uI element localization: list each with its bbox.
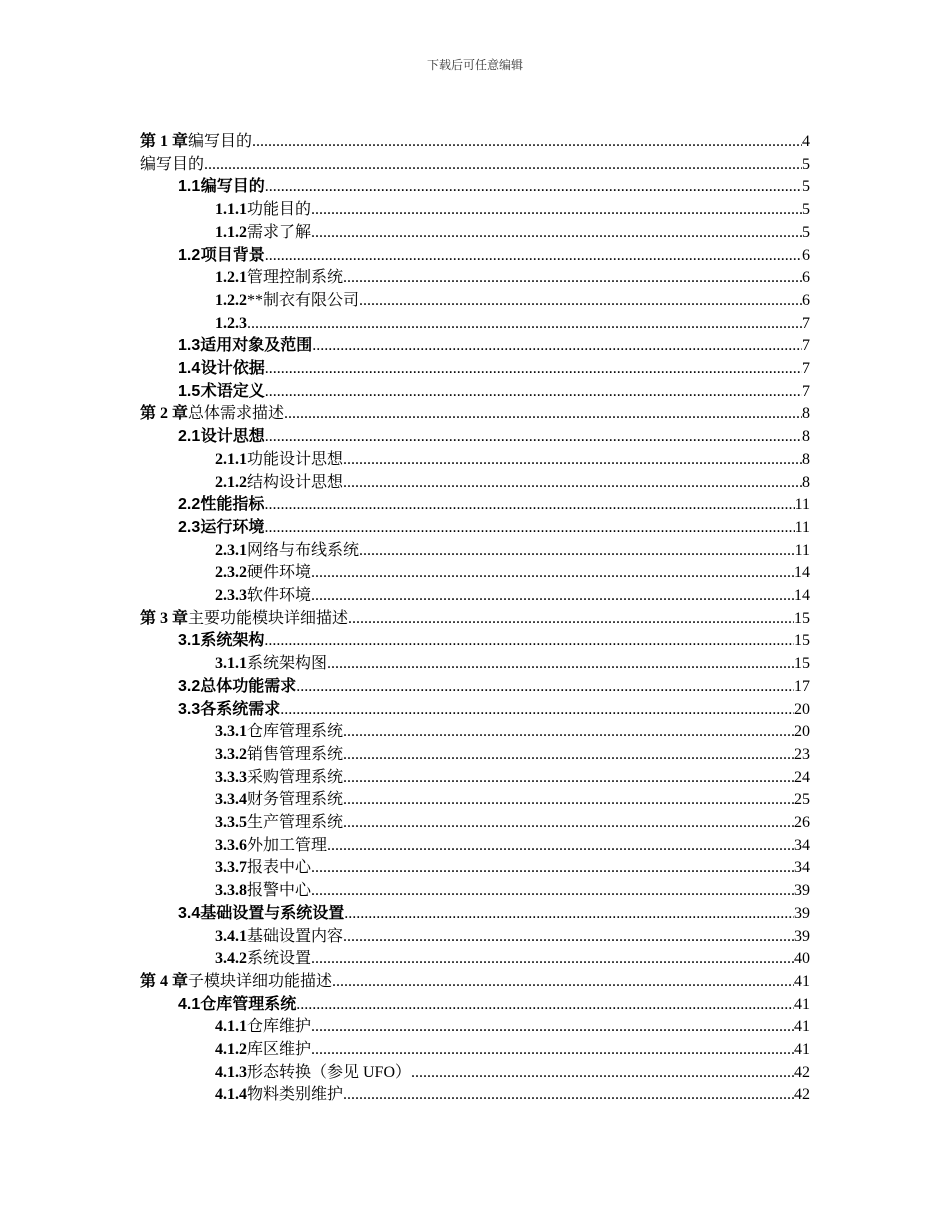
dot-leader xyxy=(343,744,794,767)
toc-entry-number: 4.1 xyxy=(178,995,201,1013)
dot-leader xyxy=(332,971,794,994)
dot-leader xyxy=(265,176,802,199)
dot-leader xyxy=(343,926,794,949)
toc-entry-title: 硬件环境 xyxy=(247,564,312,582)
dot-leader xyxy=(296,994,794,1017)
dot-leader xyxy=(311,1016,794,1039)
page-header: 下载后可任意编辑 xyxy=(426,58,523,72)
toc-entry-page-number: 7 xyxy=(802,337,810,355)
toc-entry-page-number: 41 xyxy=(794,1018,810,1036)
toc-entry-title: 网络与布线系统 xyxy=(247,541,360,559)
toc-entry-title: 主要功能模块详细描述 xyxy=(188,609,349,627)
toc-entry[interactable] xyxy=(215,472,810,495)
dot-leader xyxy=(311,222,802,245)
toc-entry-page-number: 8 xyxy=(802,450,810,468)
toc-entry[interactable] xyxy=(178,358,810,381)
toc-entry-number: 4.1.2 xyxy=(215,1041,247,1058)
toc-entry-title: 基础设置内容 xyxy=(247,927,344,945)
dot-leader xyxy=(265,426,802,449)
toc-entry-page-number: 42 xyxy=(794,1063,810,1081)
toc-entry-page-number: 5 xyxy=(802,178,810,196)
toc-entry-title: 基础设置与系统设置 xyxy=(200,904,345,922)
dot-leader xyxy=(280,699,794,722)
toc-entry-title: 仓库维护 xyxy=(247,1018,312,1036)
toc-entry[interactable] xyxy=(178,176,810,199)
toc-entry-page-number: 23 xyxy=(794,745,810,763)
toc-entry-number: 2.1.2 xyxy=(215,473,247,491)
toc-entry-title: 项目背景 xyxy=(200,246,265,264)
toc-entry[interactable] xyxy=(140,131,810,154)
dot-leader xyxy=(343,449,802,472)
toc-entry-page-number: 7 xyxy=(802,382,810,400)
toc-entry-page-number: 11 xyxy=(794,518,810,536)
toc-entry-page-number: 6 xyxy=(802,269,810,287)
toc-entry-number: 3.4.1 xyxy=(215,927,247,945)
toc-entry-page-number: 14 xyxy=(794,564,810,582)
toc-entry[interactable] xyxy=(215,313,810,336)
dot-leader xyxy=(327,653,794,676)
toc-entry-title: 软件环境 xyxy=(247,587,312,604)
toc-entry-number: 4.1.1 xyxy=(215,1018,247,1036)
toc-entry-title: 各系统需求 xyxy=(200,700,281,718)
dot-leader xyxy=(348,608,794,631)
toc-entry-page-number: 15 xyxy=(794,609,810,627)
dot-leader xyxy=(265,358,802,381)
toc-entry-page-number: 15 xyxy=(794,655,810,673)
toc-entry-title: 功能目的 xyxy=(247,201,312,219)
toc-entry-title: 编写目的 xyxy=(140,155,205,173)
toc-entry-page-number: 34 xyxy=(794,859,810,877)
dot-leader xyxy=(284,403,802,426)
toc-entry-number: 2.3.2 xyxy=(215,564,247,582)
toc-entry-title: 编写目的 xyxy=(200,178,265,196)
toc-entry[interactable] xyxy=(215,199,810,222)
toc-entry-title: 结构设计思想 xyxy=(247,473,344,491)
toc-entry-page-number: 5 xyxy=(802,155,810,173)
toc-entry-title: 销售管理系统 xyxy=(247,745,344,763)
toc-entry-title: 管理控制系统 xyxy=(247,269,344,287)
dot-leader xyxy=(343,767,794,790)
toc-entry[interactable] xyxy=(215,1062,810,1085)
toc-entry-number: 1.4 xyxy=(178,360,201,377)
toc-entry-number: 1.2.2 xyxy=(215,291,247,309)
dot-leader xyxy=(327,835,794,858)
dot-leader xyxy=(204,154,802,177)
toc-entry-title: 外加工管理 xyxy=(247,836,328,854)
toc-entry-page-number: 5 xyxy=(802,223,810,241)
dot-leader xyxy=(311,857,794,880)
toc-entry-page-number: 11 xyxy=(794,541,810,559)
toc-entry[interactable] xyxy=(178,630,810,653)
toc-entry-number: 1.1.2 xyxy=(215,223,247,241)
toc-entry-title: 系统架构图 xyxy=(247,655,328,673)
toc-entry-page-number: 8 xyxy=(802,405,810,423)
toc-entry-title: 功能设计思想 xyxy=(247,450,344,468)
toc-entry[interactable] xyxy=(215,721,810,744)
toc-entry-page-number: 41 xyxy=(794,995,810,1013)
toc-entry-number: 1.2.1 xyxy=(215,269,247,287)
toc-entry-title: 设计思想 xyxy=(200,428,265,446)
toc-entry-number: 第 2 章 xyxy=(140,405,189,423)
toc-entry-page-number: 25 xyxy=(794,791,810,809)
toc-entry-page-number: 42 xyxy=(794,1086,810,1104)
toc-entry-title: 生产管理系统 xyxy=(247,814,344,831)
toc-entry-number: 3.3.7 xyxy=(215,859,247,877)
toc-entry[interactable] xyxy=(178,903,810,926)
toc-entry[interactable] xyxy=(215,789,810,812)
toc-entry-title: 仓库管理系统 xyxy=(200,995,297,1013)
toc-entry-title: 物料类别维护 xyxy=(247,1086,344,1104)
toc-entry-number: 1.1.1 xyxy=(215,201,247,219)
toc-entry-page-number: 34 xyxy=(794,836,810,854)
toc-entry[interactable] xyxy=(215,744,810,767)
toc-entry[interactable] xyxy=(215,948,810,971)
dot-leader xyxy=(343,472,802,495)
toc-entry-title: 编写目的 xyxy=(188,133,253,150)
toc-entry-title: 适用对象及范围 xyxy=(200,337,313,355)
toc-entry-page-number: 8 xyxy=(802,473,810,491)
toc-entry[interactable] xyxy=(215,926,810,949)
toc-entry-title: 运行环境 xyxy=(200,518,265,536)
dot-leader xyxy=(411,1062,794,1085)
toc-entry-number: 4.1.3 xyxy=(215,1063,247,1081)
toc-entry[interactable] xyxy=(178,245,810,268)
dot-leader xyxy=(343,812,794,835)
dot-leader xyxy=(343,721,794,744)
toc-entry-title: 系统架构 xyxy=(200,632,265,650)
toc-entry[interactable] xyxy=(140,403,810,426)
toc-entry-number: 3.3.1 xyxy=(215,723,247,741)
toc-entry-number: 3.3.8 xyxy=(215,882,247,900)
dot-leader xyxy=(311,585,794,608)
toc-entry-page-number: 41 xyxy=(794,1041,810,1058)
toc-entry[interactable] xyxy=(178,676,810,699)
toc-entry[interactable] xyxy=(215,880,810,903)
dot-leader xyxy=(264,517,794,540)
dot-leader xyxy=(343,789,794,812)
toc-entry-number: 2.2 xyxy=(178,496,201,514)
toc-entry[interactable] xyxy=(215,290,810,313)
toc-entry-title: **制衣有限公司 xyxy=(247,291,360,309)
toc-entry-number: 3.3.2 xyxy=(215,745,247,763)
toc-entry-title: 报警中心 xyxy=(247,882,312,900)
toc-entry-page-number: 20 xyxy=(794,723,810,741)
toc-entry-page-number: 6 xyxy=(802,246,810,264)
toc-entry-number: 第 4 章 xyxy=(140,972,189,990)
toc-entry[interactable] xyxy=(140,154,810,177)
toc-entry[interactable] xyxy=(178,426,810,449)
toc-entry[interactable] xyxy=(215,653,810,676)
toc-entry-title: 采购管理系统 xyxy=(247,768,344,786)
toc-entry-number: 第 1 章 xyxy=(140,133,189,150)
toc-entry[interactable] xyxy=(215,540,810,563)
toc-entry-title: 形态转换（参见 UFO） xyxy=(247,1063,412,1081)
dot-leader xyxy=(359,540,795,563)
toc-entry-number: 3.3.6 xyxy=(215,836,247,854)
toc-entry-page-number: 39 xyxy=(794,882,810,900)
toc-entry-number: 4.1.4 xyxy=(215,1086,247,1104)
toc-entry-title: 库区维护 xyxy=(247,1041,312,1058)
toc-entry[interactable] xyxy=(215,1039,810,1062)
toc-entry-number: 3.3 xyxy=(178,700,201,718)
toc-entry[interactable] xyxy=(178,494,810,517)
toc-entry[interactable] xyxy=(215,1084,810,1107)
dot-leader xyxy=(252,131,802,154)
dot-leader xyxy=(265,245,802,268)
toc-entry-number: 2.3 xyxy=(178,518,201,536)
toc-entry-page-number: 5 xyxy=(802,201,810,219)
dot-leader xyxy=(264,630,794,653)
toc-entry-title: 总体功能需求 xyxy=(200,677,297,695)
toc-entry[interactable] xyxy=(215,835,810,858)
toc-entry-title: 财务管理系统 xyxy=(247,791,344,809)
toc-entry-title: 报表中心 xyxy=(247,859,312,877)
dot-leader xyxy=(343,267,802,290)
toc-entry-number: 1.2.3 xyxy=(215,314,247,332)
toc-entry-number: 3.3.5 xyxy=(215,814,247,831)
toc-entry-page-number: 39 xyxy=(794,927,810,945)
toc-entry[interactable] xyxy=(215,812,810,835)
toc-entry-page-number: 40 xyxy=(794,950,810,968)
toc-entry-page-number: 7 xyxy=(802,314,810,332)
toc-entry-number: 2.3.3 xyxy=(215,587,247,604)
toc-entry-number: 2.3.1 xyxy=(215,541,247,559)
toc-entry-number: 第 3 章 xyxy=(140,609,189,627)
toc-entry-page-number: 20 xyxy=(794,700,810,718)
toc-entry[interactable] xyxy=(215,857,810,880)
toc-entry-title: 需求了解 xyxy=(247,223,312,241)
toc-entry[interactable] xyxy=(178,994,810,1017)
toc-entry[interactable] xyxy=(215,222,810,245)
toc-entry-title: 系统设置 xyxy=(247,950,312,968)
toc-entry-title: 仓库管理系统 xyxy=(247,723,344,741)
toc-entry[interactable] xyxy=(178,517,810,540)
dot-leader xyxy=(311,948,794,971)
dot-leader xyxy=(265,381,802,404)
toc-entry-title: 性能指标 xyxy=(200,496,265,514)
toc-entry[interactable] xyxy=(178,335,810,358)
toc-entry-page-number: 15 xyxy=(794,632,810,650)
toc-entry-number: 1.5 xyxy=(178,382,201,400)
toc-entry[interactable] xyxy=(215,767,810,790)
toc-entry[interactable] xyxy=(215,562,810,585)
toc-entry-page-number: 7 xyxy=(802,360,810,377)
toc-entry-page-number: 11 xyxy=(794,496,810,514)
toc-entry-page-number: 17 xyxy=(794,677,810,695)
toc-entry-number: 1.3 xyxy=(178,337,201,355)
toc-entry-number: 1.1 xyxy=(178,178,201,196)
toc-entry-title: 术语定义 xyxy=(200,382,265,400)
toc-entry-page-number: 8 xyxy=(802,428,810,446)
toc-entry-title: 子模块详细功能描述 xyxy=(188,972,333,990)
toc-entry[interactable] xyxy=(140,608,810,631)
toc-entry[interactable] xyxy=(178,381,810,404)
dot-leader xyxy=(247,313,802,336)
toc-entry[interactable] xyxy=(215,449,810,472)
toc-entry[interactable] xyxy=(215,267,810,290)
dot-leader xyxy=(359,290,802,313)
toc-entry-number: 3.1 xyxy=(178,632,201,650)
toc-entry-number: 3.4.2 xyxy=(215,950,247,968)
dot-leader xyxy=(312,335,802,358)
toc-entry-number: 3.3.4 xyxy=(215,791,247,809)
toc-entry[interactable] xyxy=(140,971,810,994)
toc-entry-number: 3.3.3 xyxy=(215,768,247,786)
toc-entry-page-number: 6 xyxy=(802,291,810,309)
toc-entry-number: 3.2 xyxy=(178,677,201,695)
toc-entry-number: 1.2 xyxy=(178,246,201,264)
toc-entry[interactable] xyxy=(178,699,810,722)
toc-entry-title: 总体需求描述 xyxy=(188,405,285,423)
dot-leader xyxy=(343,1084,794,1107)
toc-entry-page-number: 41 xyxy=(794,972,810,990)
dot-leader xyxy=(311,199,802,222)
toc-entry-page-number: 39 xyxy=(794,904,810,922)
dot-leader xyxy=(344,903,794,926)
toc-entry-number: 3.1.1 xyxy=(215,655,247,673)
toc-entry-title: 设计依据 xyxy=(200,360,265,377)
dot-leader xyxy=(311,880,794,903)
toc-entry[interactable] xyxy=(215,1016,810,1039)
dot-leader xyxy=(311,1039,794,1062)
dot-leader xyxy=(264,494,794,517)
toc-entry-number: 3.4 xyxy=(178,904,201,922)
toc-entry[interactable] xyxy=(215,585,810,608)
toc-entry-page-number: 14 xyxy=(794,587,810,604)
toc-entry-page-number: 24 xyxy=(794,768,810,786)
toc-entry-number: 2.1 xyxy=(178,428,201,446)
toc-entry-number: 2.1.1 xyxy=(215,450,247,468)
dot-leader xyxy=(311,562,794,585)
toc-entry-page-number: 26 xyxy=(794,814,810,831)
toc-entry-page-number: 4 xyxy=(802,133,810,150)
dot-leader xyxy=(296,676,794,699)
